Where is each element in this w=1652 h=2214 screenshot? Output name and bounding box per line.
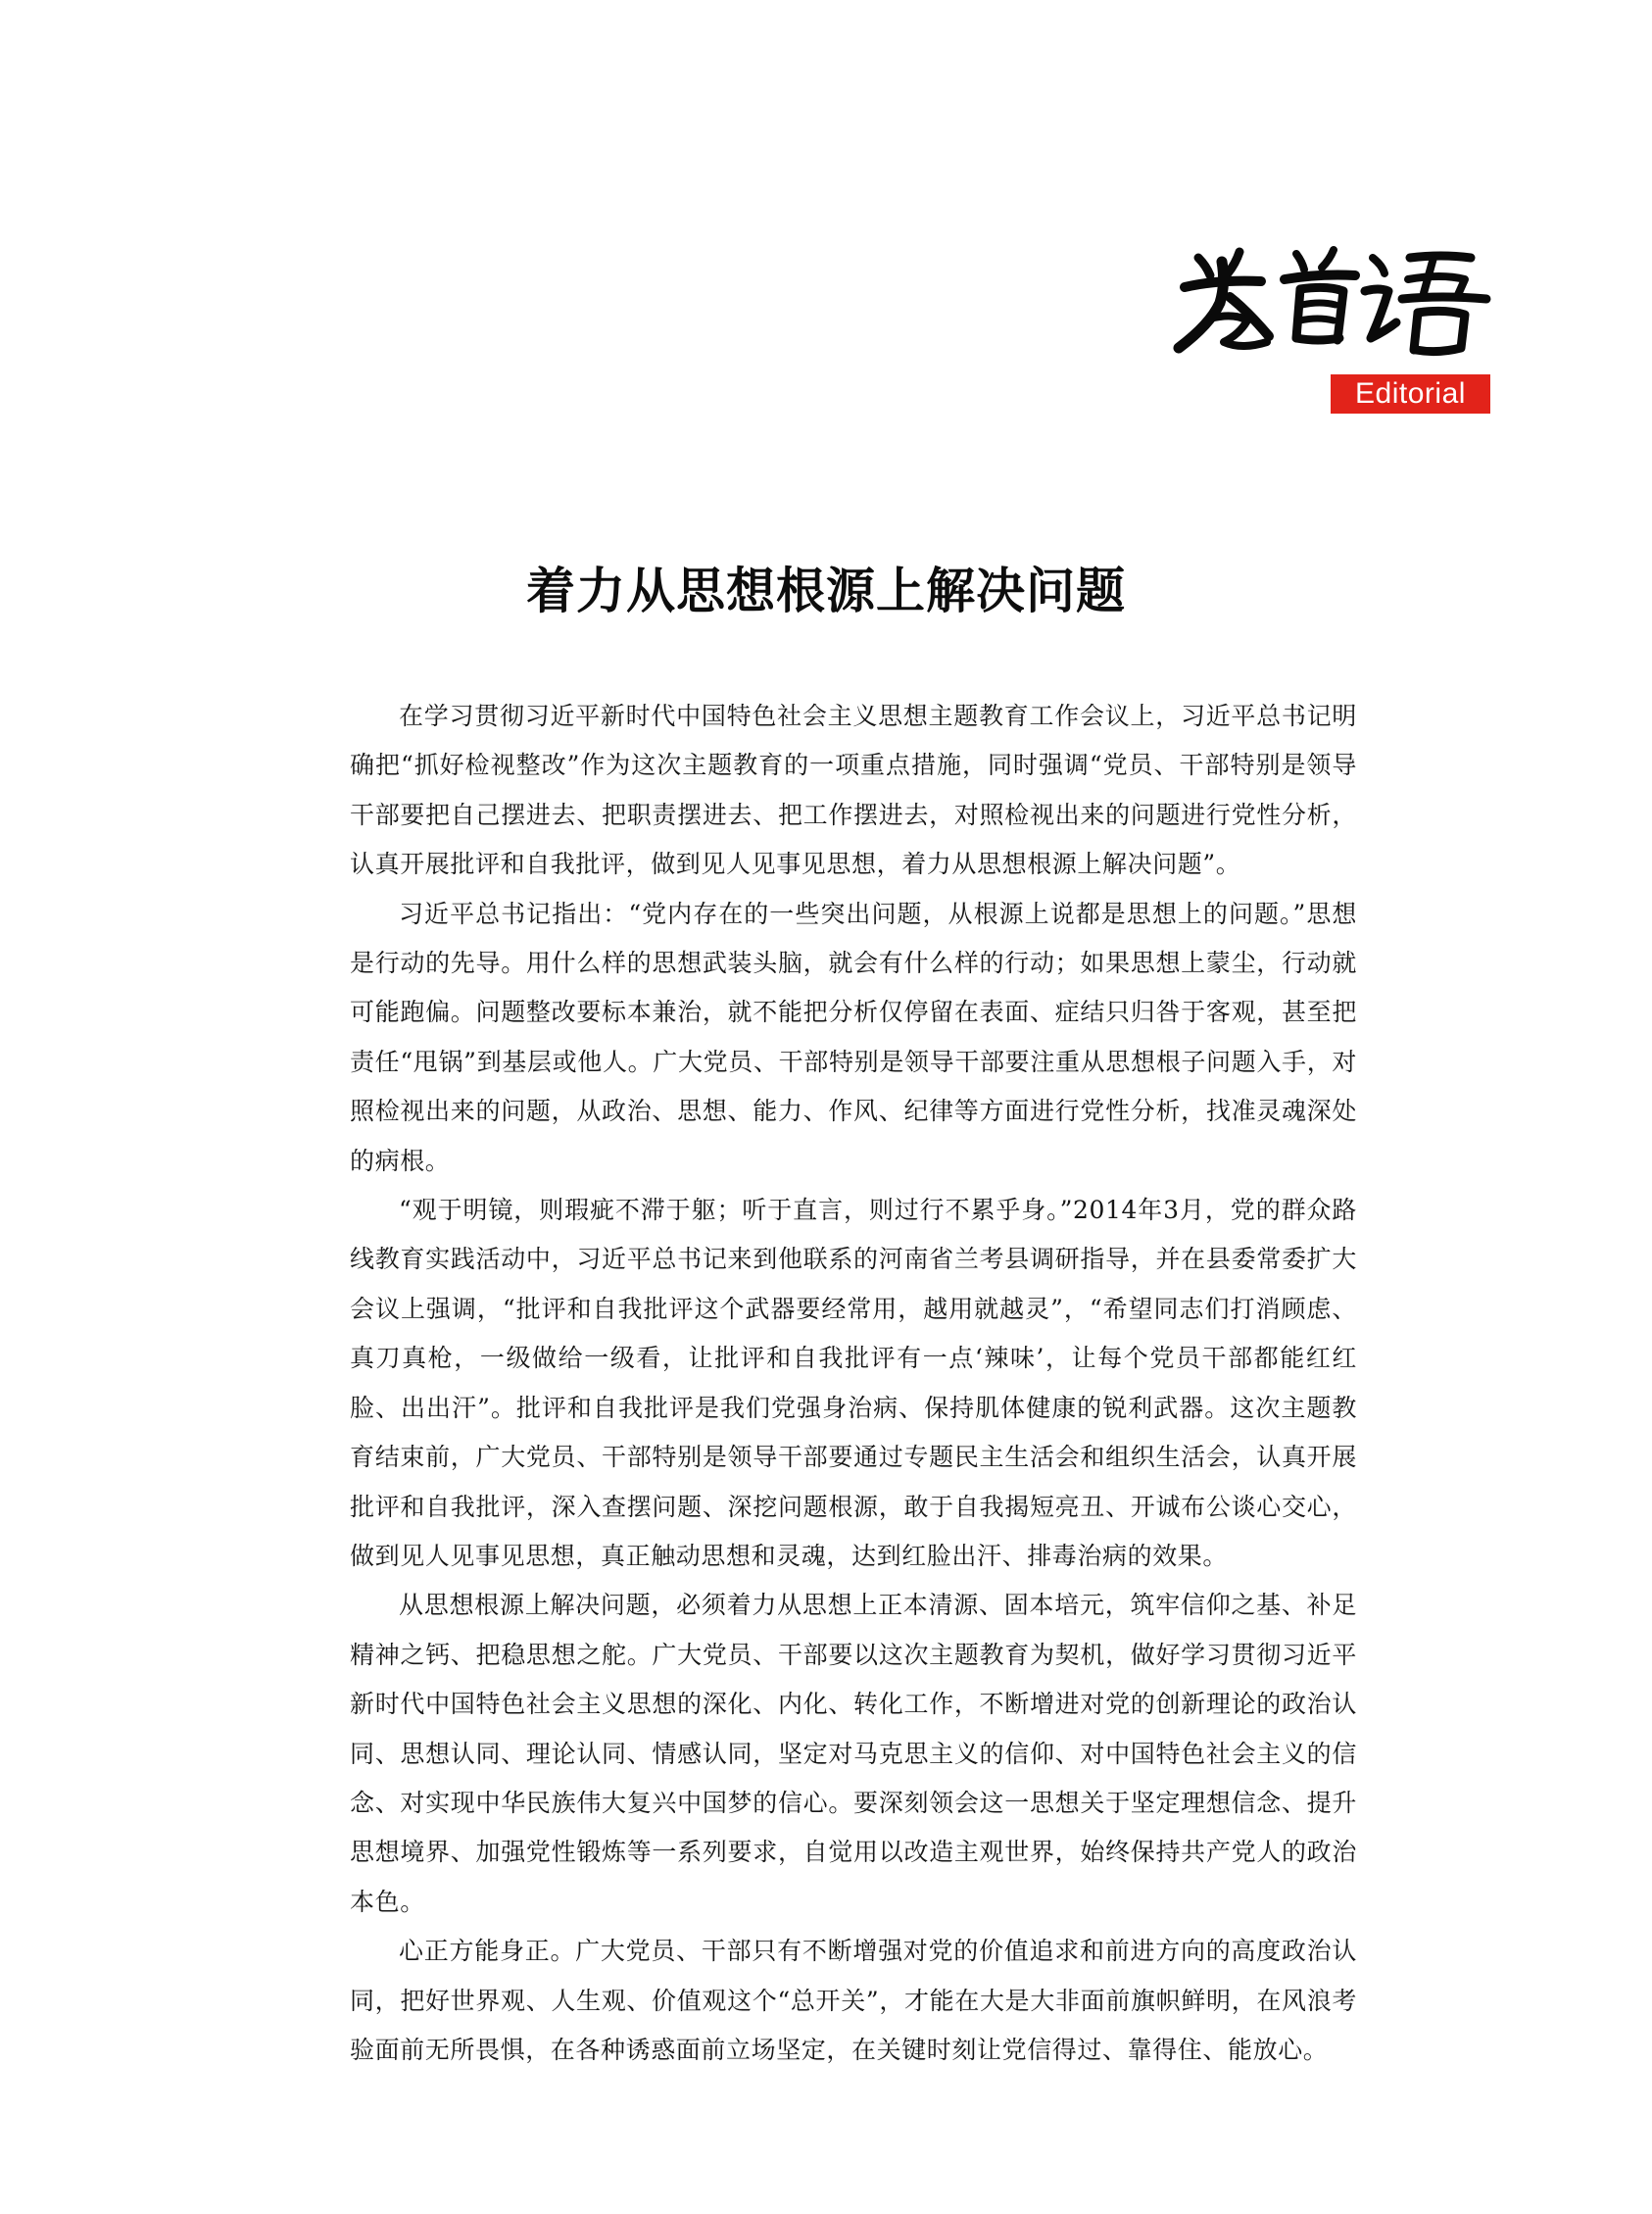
paragraph: 从思想根源上解决问题，必须着力从思想上正本清源、固本培元，筑牢信仰之基、补足精神之钙、把稳思想之舵。广大党员、干部要以这次主题教育为契机，做好学习贯彻习近平新时代中国特色社会主义思想的深化、内化、转化工作，不断增进对党的创新理论的政治认同、思想认同、理论认同、情感认同，坚定对马克思主义的信仰、对中国特色社会主义的信念、对实现中华民族伟大复兴中国梦的信心。要深刻领会这一思想关于坚定理想信念、提升思想境界、加强党性锻炼等一系列要求，自觉用以改造主观世界，始终保持共产党人的政治本色。 xyxy=(350,1591,1357,1916)
article-title: 着力从思想根源上解决问题 xyxy=(526,562,1126,619)
paragraph: “观于明镜，则瑕疵不滞于躯；听于直言，则过行不累乎身。”2014年3月，党的群众路线教育实践活动中，习近平总书记来到他联系的河南省兰考县调研指导，并在县委常委扩大会议上强调，“批评和自我批评这个武器要经常用，越用就越灵”，“希望同志们打消顾虑、真刀真枪，一级做给一级看，让批评和自我批评有一点‘辣味’，让每个党员干部都能红红脸、出出汗”。批评和自我批评是我们党强身治病、保持肌体健康的锐利武器。这次主题教育结束前，广大党员、干部特别是领导干部要通过专题民主生活会和组织生活会，认真开展批评和自我批评，深入查摆问题、深挖问题根源，敢于自我揭短亮丑、开诚布公谈心交心，做到见人见事见思想，真正触动思想和灵魂，达到红脸出汗、排毒治病的效果。 xyxy=(350,1196,1357,1570)
paragraph: 心正方能身正。广大党员、干部只有不断增强对党的价值追求和前进方向的高度政治认同，把好世界观、人生观、价值观这个“总开关”，才能在大是大非面前旗帜鲜明，在风浪考验面前无所畏惧，在各种诱惑面前立场坚定，在关键时刻让党信得过、靠得住、能放心。 xyxy=(350,1937,1357,2064)
calligraphy-logo xyxy=(1171,240,1494,372)
paragraph: 习近平总书记指出：“党内存在的一些突出问题，从根源上说都是思想上的问题。”思想是行动的先导。用什么样的思想武装头脑，就会有什么样的行动；如果思想上蒙尘，行动就可能跑偏。问题整改要标本兼治，就不能把分析仅停留在表面、症结只归咎于客观，甚至把责任“甩锅”到基层或他人。广大党员、干部特别是领导干部要注重从思想根子问题入手，对照检视出来的问题，从政治、思想、能力、作风、纪律等方面进行党性分析，找准灵魂深处的病根。 xyxy=(350,899,1357,1175)
editorial-masthead xyxy=(1171,240,1494,417)
editorial-badge: Editorial xyxy=(1331,374,1490,414)
paragraph: 在学习贯彻习近平新时代中国特色社会主义思想主题教育工作会议上，习近平总书记明确把“抓好检视整改”作为这次主题教育的一项重点措施，同时强调“党员、干部特别是领导干部要把自己摆进去、把职责摆进去、把工作摆进去，对照检视出来的问题进行党性分析，认真开展批评和自我批评，做到见人见事见思想，着力从思想根源上解决问题”。 xyxy=(350,702,1357,879)
article-body xyxy=(350,692,1357,2075)
